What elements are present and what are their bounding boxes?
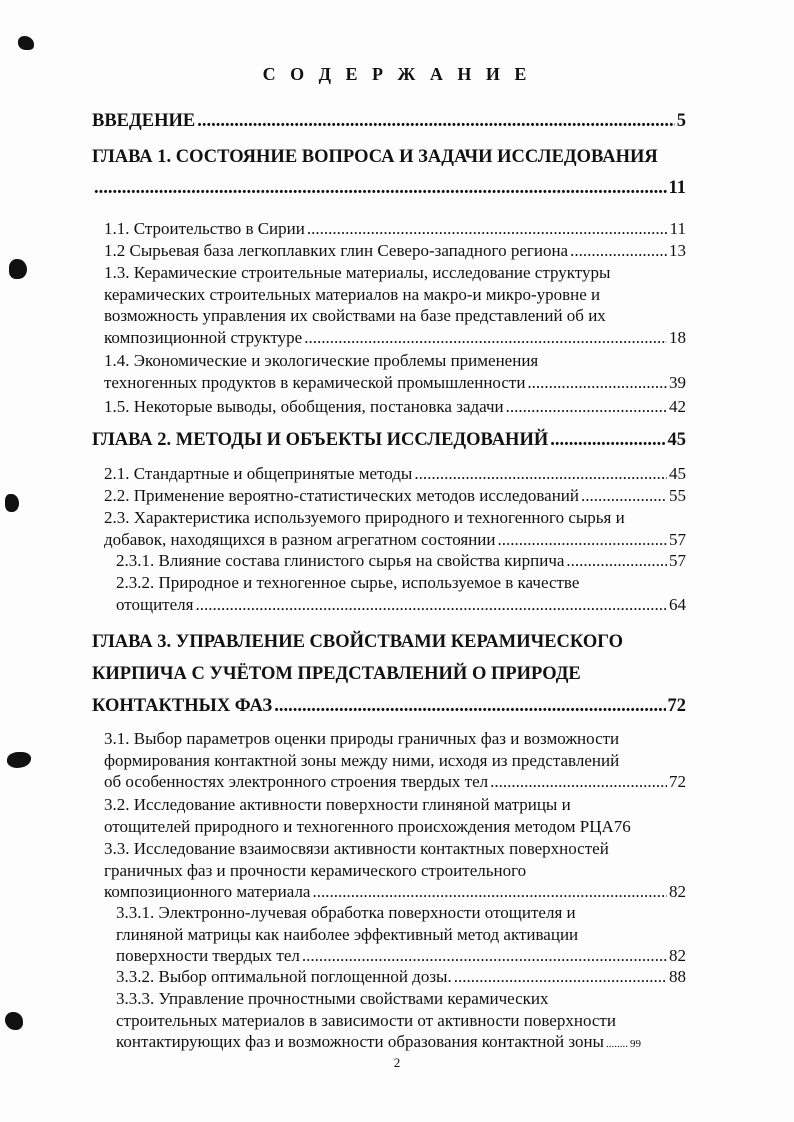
toc-entry-3-3[interactable]: 3.3. Исследование взаимосвязи активности контактных поверхностей граничных фаз и прочности керамического строительного композиционного материала ..... 82: [104, 838, 686, 903]
toc-page-number: 39: [669, 372, 686, 392]
toc-entry-title: 1.1. Строительство в Сирии: [104, 219, 305, 238]
toc-entry-title: 3.2. Исследование активности поверхности глиняной матрицы и: [104, 795, 571, 814]
toc-entry-title: 1.4. Экономические и экологические проблемы применения: [104, 351, 539, 370]
toc-page-number: 18: [669, 327, 686, 347]
toc-entry-3-1[interactable]: 3.1. Выбор параметров оценки природы граничных фаз и возможности формирования контактной зоны между ними, исходя из представлений об особенностях электронного строения твердых тел ..... 72: [104, 728, 686, 793]
dot-leader: [606, 1034, 628, 1056]
toc-entry-chapter-2[interactable]: [92, 430, 686, 452]
toc-entry-title: ГЛАВА 1. СОСТОЯНИЕ ВОПРОСА И ЗАДАЧИ ИССЛЕДОВАНИЯ: [92, 147, 658, 167]
toc-entry-2-3-1[interactable]: [116, 550, 686, 572]
toc-entry-title: 3.3.2. Выбор оптимальной поглощенной дозы.: [116, 967, 452, 986]
dot-leader: [197, 111, 675, 133]
toc-page-number: 11: [668, 178, 686, 198]
toc-entry-2-2[interactable]: [104, 485, 686, 507]
toc-entry-1-4[interactable]: 1.4. Экономические и экологические проблемы применения техногенных продуктов в керамической промышленности ..... 39: [104, 350, 686, 393]
contents-title: С О Д Е Р Ж А Н И Е: [262, 64, 532, 84]
toc-entry-title: 3.3. Исследование взаимосвязи активности контактных поверхностей: [104, 839, 609, 858]
dot-leader: [527, 372, 667, 394]
page-number: 2: [393, 1055, 401, 1070]
toc-entry-title: 2.3. Характеристика используемого природного и техногенного сырья и: [104, 508, 625, 527]
toc-page-number: 82: [669, 946, 686, 965]
toc-entry-1-3[interactable]: 1.3. Керамические строительные материалы, исследование структуры керамических строительных материалов на макро-и микро-уровне и возможность управления их свойствами на базе представлений об их композиционной структуре ..... 18: [104, 262, 686, 348]
toc-entry-title: ГЛАВА 3. УПРАВЛЕНИЕ СВОЙСТВАМИ КЕРАМИЧЕСКОГО: [92, 632, 623, 652]
toc-entry-1-1[interactable]: [104, 218, 686, 240]
toc-entry-3-3-1[interactable]: 3.3.1. Электронно-лучевая обработка поверхности отощителя и глиняной матрицы как наиболее эффективный метод активации поверхности твердых тел ..... 82: [116, 902, 686, 967]
dot-leader: [506, 396, 667, 418]
toc-entry-title: 1.3. Керамические строительные материалы, исследование структуры: [104, 263, 611, 282]
toc-page-number: 82: [669, 882, 686, 901]
toc-entry-title: 2.2. Применение вероятно-статистических методов исследований: [104, 486, 580, 505]
punch-hole-icon: [9, 259, 27, 279]
toc-entry-title: ВВЕДЕНИЕ: [92, 111, 196, 131]
toc-page-number: 64: [669, 594, 686, 614]
toc-entry-1-2[interactable]: [104, 240, 686, 262]
dot-leader: [566, 550, 667, 572]
toc-entry-2-3[interactable]: 2.3. Характеристика используемого природного и техногенного сырья и добавок, находящихся в разном агрегатном состоянии ..... 57: [104, 507, 686, 550]
toc-entry-title: 2.3.1. Влияние состава глинистого сырья на свойства кирпича: [116, 551, 565, 570]
toc-entry-chapter-1[interactable]: [92, 142, 686, 204]
dot-leader: [570, 240, 667, 262]
dot-leader: [302, 945, 667, 967]
dot-leader: [307, 218, 668, 240]
toc-page-number: 88: [669, 967, 686, 986]
dot-leader: [497, 529, 667, 551]
toc-entry-title: 2.1. Стандартные и общепринятые методы: [104, 464, 413, 483]
toc-entry-2-3-2[interactable]: 2.3.2. Природное и техногенное сырье, используемое в качестве отощителя ..... 64: [116, 572, 686, 615]
toc-entry-3-3-2[interactable]: [116, 966, 686, 988]
scan-mark-icon: [18, 36, 34, 50]
toc-page-number: 5: [676, 111, 686, 131]
toc-page-number: 45: [669, 464, 686, 483]
toc-entry-introduction[interactable]: [92, 111, 686, 133]
toc-entry-title: 1.5. Некоторые выводы, обобщения, постановка задачи: [104, 397, 504, 416]
toc-entry-title: ГЛАВА 2. МЕТОДЫ И ОБЪЕКТЫ ИССЛЕДОВАНИЙ: [92, 430, 549, 450]
punch-hole-icon: [7, 752, 31, 768]
toc-entry-3-2[interactable]: 3.2. Исследование активности поверхности глиняной матрицы и отощителей природного и техногенного происхождения методом РЦА76: [104, 794, 686, 837]
toc-page-number: 99: [629, 1038, 641, 1050]
toc-entry-title: 3.3.3. Управление прочностными свойствами керамических: [116, 989, 549, 1008]
toc-page-number: 13: [669, 241, 686, 260]
toc-entry-3-3-3[interactable]: 3.3.3. Управление прочностными свойствами керамических строительных материалов в зависимости от активности поверхности контактирующих фаз и возможности образования контактной зоны ..... 99: [116, 988, 686, 1056]
toc-entry-title: 2.3.2. Природное и техногенное сырье, используемое в качестве: [116, 573, 580, 592]
toc-page-number: 45: [667, 430, 686, 450]
toc-page-number: 55: [669, 486, 686, 505]
toc-entry-title: 1.2 Сырьевая база легкоплавких глин Северо-западного региона: [104, 241, 569, 260]
toc-page-number: 72: [667, 696, 686, 716]
toc-page-number: 57: [669, 551, 686, 570]
dot-leader: [581, 485, 667, 507]
toc-page-number: 11: [669, 219, 686, 238]
dot-leader: [312, 881, 667, 903]
punch-hole-icon: [5, 1012, 23, 1030]
toc-entry-2-1[interactable]: [104, 463, 686, 485]
dot-leader: [195, 594, 667, 616]
toc-entry-1-5[interactable]: [104, 396, 686, 418]
punch-hole-icon: [5, 494, 19, 512]
dot-leader: [304, 327, 667, 349]
toc-page-number: 72: [669, 772, 686, 791]
dot-leader: [550, 430, 665, 452]
dot-leader: [414, 463, 667, 485]
toc-page-number: 57: [669, 529, 686, 549]
dot-leader: [274, 690, 665, 722]
toc-entry-title: 3.1. Выбор параметров оценки природы граничных фаз и возможности: [104, 729, 620, 748]
dot-leader: [490, 771, 667, 793]
toc-page-number: 42: [669, 397, 686, 416]
toc-entry-title: 3.3.1. Электронно-лучевая обработка поверхности отощителя и: [116, 903, 576, 922]
dot-leader: [454, 966, 667, 988]
dot-leader: [94, 173, 667, 204]
toc-entry-chapter-3[interactable]: ГЛАВА 3. УПРАВЛЕНИЕ СВОЙСТВАМИ КЕРАМИЧЕСКОГО КИРПИЧА С УЧЁТОМ ПРЕДСТАВЛЕНИЙ О ПРИРОДЕ КОНТАКТНЫХ ФАЗ ..... 72: [92, 626, 686, 722]
